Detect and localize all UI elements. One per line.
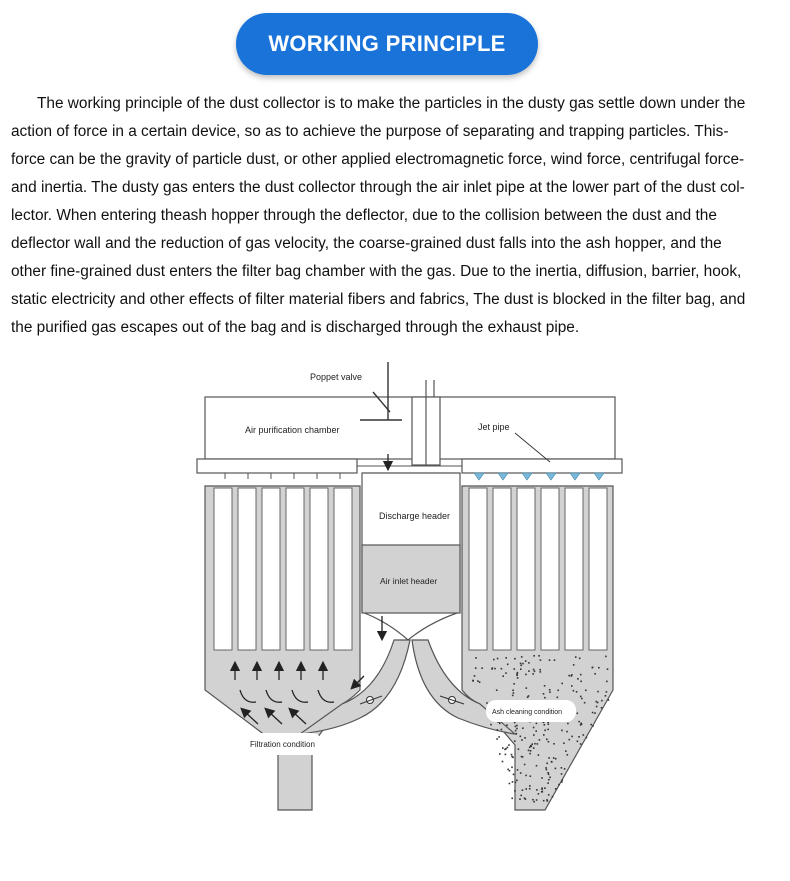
- dust-particle: [568, 675, 570, 677]
- dust-particle: [512, 690, 514, 692]
- dust-particle: [530, 775, 532, 777]
- dust-particle: [527, 696, 529, 698]
- filtration-condition-label: Filtration condition: [250, 740, 315, 749]
- dust-particle: [597, 702, 599, 704]
- dust-particle: [577, 678, 579, 680]
- dust-particle: [514, 668, 516, 670]
- dust-particle: [519, 798, 521, 800]
- dust-particle: [514, 658, 516, 660]
- dust-particle: [571, 736, 573, 738]
- dust-particle: [522, 789, 524, 791]
- dust-particle: [505, 672, 507, 674]
- description-line: force can be the gravity of particle dust, or other applied electromagnetic force, wind force, centrifugal force-: [11, 151, 745, 168]
- dust-particle: [493, 659, 495, 661]
- dust-particle: [601, 700, 603, 702]
- dust-particle: [571, 675, 573, 677]
- dust-particle: [567, 723, 569, 725]
- dust-particle: [514, 740, 516, 742]
- dust-particle: [513, 692, 515, 694]
- description-line: static electricity and other effects of filter material fibers and fabrics, The dust is blocked in the filter bag, and: [11, 291, 746, 308]
- dust-particle: [530, 750, 532, 752]
- dust-particle: [608, 699, 610, 701]
- dust-particle: [557, 690, 559, 692]
- dust-particle: [553, 743, 555, 745]
- dust-particle: [511, 754, 513, 756]
- dust-particle: [475, 667, 477, 669]
- dust-particle: [580, 674, 582, 676]
- dust-particle: [573, 690, 575, 692]
- outlet-pipe: [412, 380, 440, 465]
- dust-particle: [533, 747, 535, 749]
- dust-particle: [475, 657, 477, 659]
- dust-particle: [497, 729, 499, 731]
- dust-particle: [508, 744, 510, 746]
- dust-particle: [509, 783, 511, 785]
- dust-particle: [529, 788, 531, 790]
- dust-particle: [501, 668, 503, 670]
- dust-particle: [472, 680, 474, 682]
- dust-particle: [561, 773, 563, 775]
- dust-particle: [598, 667, 600, 669]
- dust-particle: [521, 739, 523, 741]
- description-line: the purified gas escapes out of the bag and is discharged through the exhaust pipe.: [11, 319, 580, 336]
- dust-particle: [513, 683, 515, 685]
- dust-particle: [553, 757, 555, 759]
- dust-particle: [543, 693, 545, 695]
- dust-particle: [557, 697, 559, 699]
- dust-particle: [592, 712, 594, 714]
- dust-particle: [605, 695, 607, 697]
- dust-particle: [544, 685, 546, 687]
- dust-particle: [534, 671, 536, 673]
- dust-particle: [512, 695, 514, 697]
- dust-particle: [592, 667, 594, 669]
- dust-particle: [507, 769, 509, 771]
- jet-pipe: [474, 473, 604, 480]
- dust-particle: [584, 702, 586, 704]
- dust-particle: [594, 673, 596, 675]
- dust-particle: [601, 707, 603, 709]
- dust-particle: [577, 741, 579, 743]
- dust-particle: [498, 736, 500, 738]
- dust-particle: [548, 741, 550, 743]
- dust-particle: [540, 659, 542, 661]
- description-line: action of force in a certain device, so as to achieve the purpose of separating and trapping particles. This-: [11, 123, 729, 140]
- dust-particle: [580, 723, 582, 725]
- dust-particle: [539, 669, 541, 671]
- dust-particle: [580, 696, 582, 698]
- dust-particle: [530, 745, 532, 747]
- dust-particle: [533, 669, 535, 671]
- dust-particle: [571, 685, 573, 687]
- dust-particle: [499, 723, 501, 725]
- dust-particle: [532, 673, 534, 675]
- dust-particle: [578, 736, 580, 738]
- dust-particle: [548, 757, 550, 759]
- dust-particle: [544, 697, 546, 699]
- dust-particle: [561, 781, 563, 783]
- dust-particle: [543, 734, 545, 736]
- poppet-valve-label: Poppet valve: [310, 372, 363, 382]
- dust-particle: [515, 782, 517, 784]
- dust-particle: [579, 658, 581, 660]
- description-line: The working principle of the dust collector is to make the particles in the dusty gas settle down under the: [37, 95, 746, 112]
- dust-particle: [533, 655, 535, 657]
- dust-particle: [546, 769, 548, 771]
- dust-particle: [538, 754, 540, 756]
- dust-particle: [546, 763, 548, 765]
- dust-particle: [515, 726, 517, 728]
- dust-particle: [538, 655, 540, 657]
- page-title: WORKING PRINCIPLE: [268, 31, 506, 56]
- dust-particle: [528, 750, 530, 752]
- dust-particle: [541, 777, 543, 779]
- dust-particle: [520, 663, 522, 665]
- dust-particle: [578, 721, 580, 723]
- dust-particle: [506, 724, 508, 726]
- dust-particle: [496, 689, 498, 691]
- dust-particle: [529, 785, 531, 787]
- dust-particle: [549, 659, 551, 661]
- dust-particle: [499, 753, 501, 755]
- dust-particle: [517, 672, 519, 674]
- dust-particle: [525, 775, 527, 777]
- dust-particle: [565, 750, 567, 752]
- dust-particle: [554, 659, 556, 661]
- dust-particle: [524, 737, 526, 739]
- dust-particle: [547, 729, 549, 731]
- dust-particle: [492, 667, 494, 669]
- dust-particle: [594, 712, 596, 714]
- dust-particle: [540, 671, 542, 673]
- dust-particle: [552, 796, 554, 798]
- dust-particle: [548, 723, 550, 725]
- dust-particle: [513, 774, 515, 776]
- dust-particle: [520, 668, 522, 670]
- dust-particle: [533, 727, 535, 729]
- dust-particle: [538, 793, 540, 795]
- dust-particle: [505, 754, 507, 756]
- dust-particle: [596, 706, 598, 708]
- right-tube-sheet: [462, 459, 622, 473]
- dust-particle: [564, 768, 566, 770]
- dust-particle: [561, 767, 563, 769]
- dust-particle: [597, 691, 599, 693]
- dust-particle: [525, 788, 527, 790]
- dust-particle: [507, 664, 509, 666]
- dust-particle: [555, 768, 557, 770]
- dust-particle: [547, 800, 549, 802]
- dust-particle: [517, 677, 519, 679]
- dust-particle: [592, 725, 594, 727]
- dust-particle: [522, 663, 524, 665]
- dust-particle: [505, 657, 507, 659]
- dust-particle: [520, 665, 522, 667]
- dust-particle: [566, 731, 568, 733]
- dust-particle: [529, 753, 531, 755]
- dust-particle: [581, 698, 583, 700]
- dust-particle: [507, 747, 509, 749]
- description-line: other fine-grained dust enters the filter bag chamber with the gas. Due to the inertia, diffusion, barrier, hook,: [11, 263, 742, 280]
- dust-particle: [544, 787, 546, 789]
- dust-particle: [516, 780, 518, 782]
- dust-particle: [537, 743, 539, 745]
- dust-particle: [561, 730, 563, 732]
- dust-particle: [586, 737, 588, 739]
- dust-particle: [536, 723, 538, 725]
- dust-particle: [549, 689, 551, 691]
- dust-particle: [539, 739, 541, 741]
- dust-particle: [512, 781, 514, 783]
- dust-particle: [543, 800, 545, 802]
- dust-particle: [555, 758, 557, 760]
- dust-particle: [525, 674, 527, 676]
- dust-particle: [547, 772, 549, 774]
- dust-particle: [533, 734, 535, 736]
- dust-particle: [545, 767, 547, 769]
- dust-particle: [549, 777, 551, 779]
- dust-particle: [548, 779, 550, 781]
- jet-pipe-label: Jet pipe: [478, 422, 510, 432]
- dust-particle: [575, 656, 577, 658]
- dust-particle: [549, 691, 551, 693]
- dust-particle: [544, 730, 546, 732]
- dust-particle: [496, 738, 498, 740]
- dust-particle: [580, 681, 582, 683]
- dust-particle: [502, 761, 504, 763]
- dust-particle: [524, 797, 526, 799]
- dust-particle: [525, 660, 527, 662]
- dust-particle: [520, 795, 522, 797]
- air-purification-chamber-label: Air purification chamber: [245, 425, 340, 435]
- dust-particle: [494, 668, 496, 670]
- dust-particle: [585, 690, 587, 692]
- dust-particle: [542, 791, 544, 793]
- dust-particle: [583, 734, 585, 736]
- dust-particle: [536, 799, 538, 801]
- dust-particle: [481, 667, 483, 669]
- dust-particle: [474, 675, 476, 677]
- dust-particle: [512, 757, 514, 759]
- dust-particle: [548, 794, 550, 796]
- discharge-header-label: Discharge header: [379, 511, 451, 521]
- dust-particle: [606, 681, 608, 683]
- dust-particle: [567, 754, 569, 756]
- dust-particle: [520, 736, 522, 738]
- dust-particle: [544, 724, 546, 726]
- dust-particle: [528, 662, 530, 664]
- dust-particle: [502, 747, 504, 749]
- dust-particle: [529, 747, 531, 749]
- dust-particle: [580, 743, 582, 745]
- ash-cleaning-condition-label: Ash cleaning condition: [492, 709, 563, 716]
- dust-particle: [515, 730, 517, 732]
- dust-particle: [533, 801, 535, 803]
- dust-particle: [558, 784, 560, 786]
- dust-particle: [546, 739, 548, 741]
- dust-particle: [477, 680, 479, 682]
- dust-particle: [516, 675, 518, 677]
- description-line: lector. When entering theash hopper through the deflector, due to the collision between the dust and the: [11, 207, 717, 224]
- dust-particle: [522, 756, 524, 758]
- dust-particle: [535, 730, 537, 732]
- dust-particle: [490, 724, 492, 726]
- dust-particle: [524, 764, 526, 766]
- dust-particle: [532, 799, 534, 801]
- dust-particle: [526, 687, 528, 689]
- dust-particle: [562, 779, 564, 781]
- dust-particle: [517, 769, 519, 771]
- dust-particle: [590, 724, 592, 726]
- dust-particle: [606, 691, 608, 693]
- dust-particle: [516, 725, 518, 727]
- dust-particle: [531, 743, 533, 745]
- dust-particle: [534, 743, 536, 745]
- dust-particle: [501, 729, 503, 731]
- dust-particle: [577, 713, 579, 715]
- dust-particle: [514, 722, 516, 724]
- left-tube-sheet: [197, 459, 357, 479]
- dust-particle: [573, 664, 575, 666]
- description-line: deflector wall and the reduction of gas velocity, the coarse-grained dust falls into the ash hopper, and the: [11, 235, 722, 252]
- dust-particle: [551, 761, 553, 763]
- dust-particle: [561, 683, 563, 685]
- dust-particle: [511, 767, 513, 769]
- dust-particle: [547, 782, 549, 784]
- dust-particle: [497, 658, 499, 660]
- dust-particle: [521, 656, 523, 658]
- dust-particle: [516, 733, 518, 735]
- dust-particle: [514, 790, 516, 792]
- dust-particle: [605, 656, 607, 658]
- dust-particle: [536, 789, 538, 791]
- dust-particle: [509, 770, 511, 772]
- dust-particle: [479, 681, 481, 683]
- dust-particle: [516, 728, 518, 730]
- dust-particle: [528, 670, 530, 672]
- dust-particle: [580, 724, 582, 726]
- dust-particle: [522, 727, 524, 729]
- dust-particle: [563, 742, 565, 744]
- dust-particle: [607, 668, 609, 670]
- dust-particle: [541, 787, 543, 789]
- dust-particle: [548, 774, 550, 776]
- dust-particle: [502, 675, 504, 677]
- dust-particle: [536, 765, 538, 767]
- description-line: and inertia. The dusty gas enters the dust collector through the air inlet pipe at the lower part of the dust col-: [11, 179, 745, 196]
- dust-particle: [486, 702, 488, 704]
- dust-particle: [520, 772, 522, 774]
- dust-particle: [505, 748, 507, 750]
- dust-particle: [569, 739, 571, 741]
- dust-particle: [576, 691, 578, 693]
- dust-particle: [555, 788, 557, 790]
- air-inlet-header-label: Air inlet header: [380, 576, 438, 586]
- dust-particle: [518, 748, 520, 750]
- dust-particle: [511, 798, 513, 800]
